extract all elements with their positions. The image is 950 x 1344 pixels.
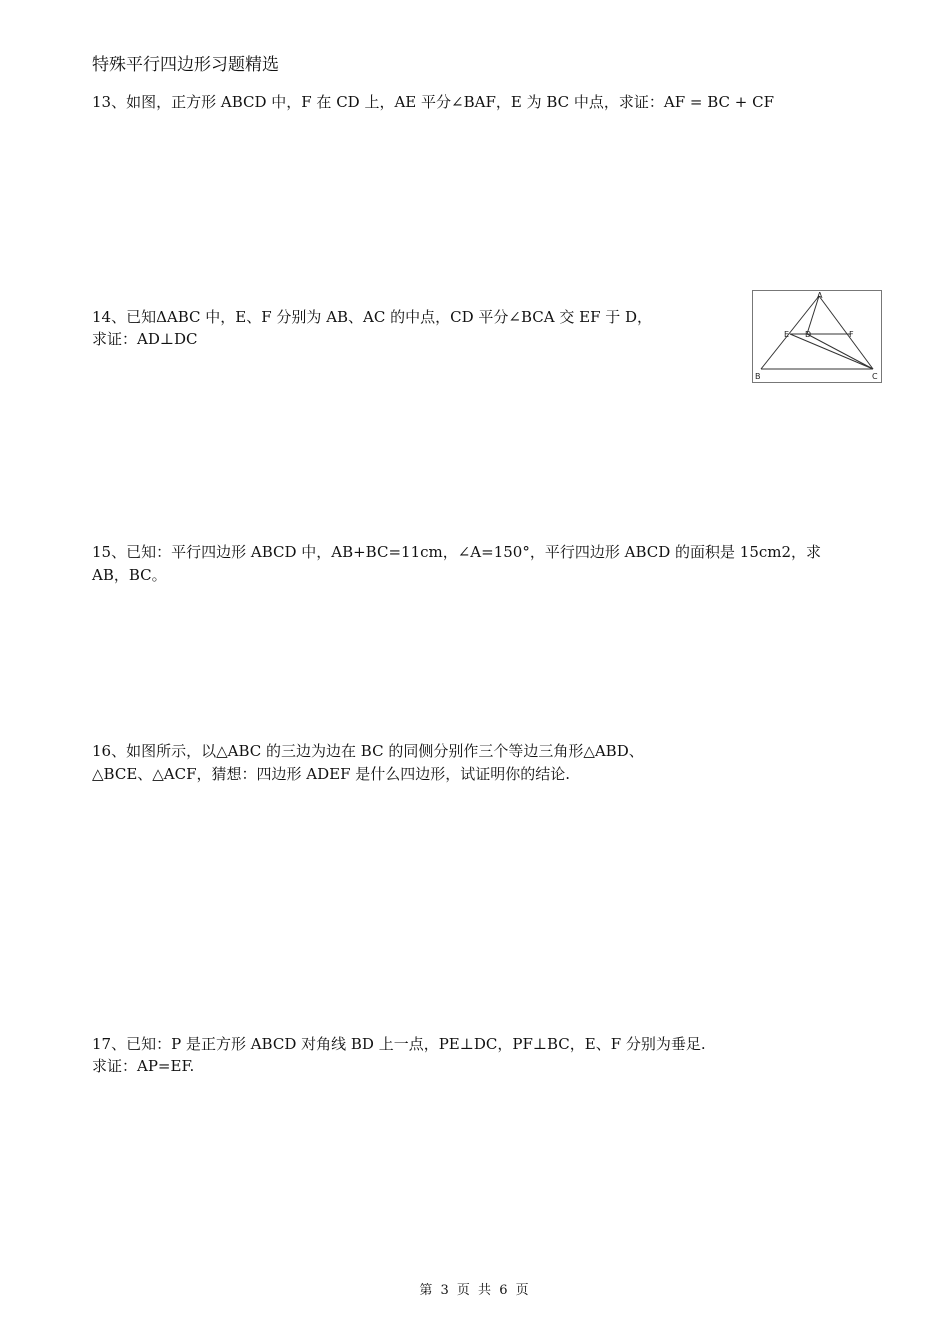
problem-13-line-1: 13、如图，正方形 ABCD 中，F 在 CD 上，AE 平分∠BAF，E 为 BC 中点，求证：AF = BC + CF	[92, 93, 775, 111]
problem-16-line-1: 16、如图所示，以△ABC 的三边为边在 BC 的同侧分别作三个等边三角形△ABD、	[92, 742, 644, 760]
problem-15-line-1: 15、已知：平行四边形 ABCD 中，AB+BC=11cm，∠A=150°，平行四边形 ABCD 的面积是 15cm2，求	[92, 543, 822, 561]
page-footer: 第 3 页 共 6 页	[419, 1283, 531, 1298]
segment-dc	[807, 334, 873, 369]
label-b: B	[755, 372, 761, 381]
page-title: 特殊平行四边形习题精选	[92, 55, 279, 75]
problem-15-line-2: AB，BC。	[92, 566, 167, 584]
segment-ad	[807, 296, 819, 334]
problem-14-line-2: 求证：AD⊥DC	[92, 330, 198, 348]
problem-14-line-1: 14、已知ΔABC 中，E、F 分别为 AB、AC 的中点，CD 平分∠BCA 交 EF 于 D，	[92, 308, 653, 326]
label-e: E	[784, 330, 790, 339]
label-c: C	[872, 372, 878, 381]
problem-17-line-1: 17、已知：P 是正方形 ABCD 对角线 BD 上一点，PE⊥DC，PF⊥BC，E、F 分别为垂足.	[92, 1035, 706, 1053]
triangle-diagram	[753, 291, 881, 382]
problem-16-line-2: △BCE、△ACF，猜想：四边形 ADEF 是什么四边形，试证明你的结论.	[92, 765, 571, 783]
triangle-figure	[752, 290, 882, 383]
label-a: A	[817, 291, 823, 300]
label-d: D	[805, 330, 812, 339]
problem-17-line-2: 求证：AP=EF.	[92, 1057, 195, 1075]
label-f: F	[849, 330, 854, 339]
